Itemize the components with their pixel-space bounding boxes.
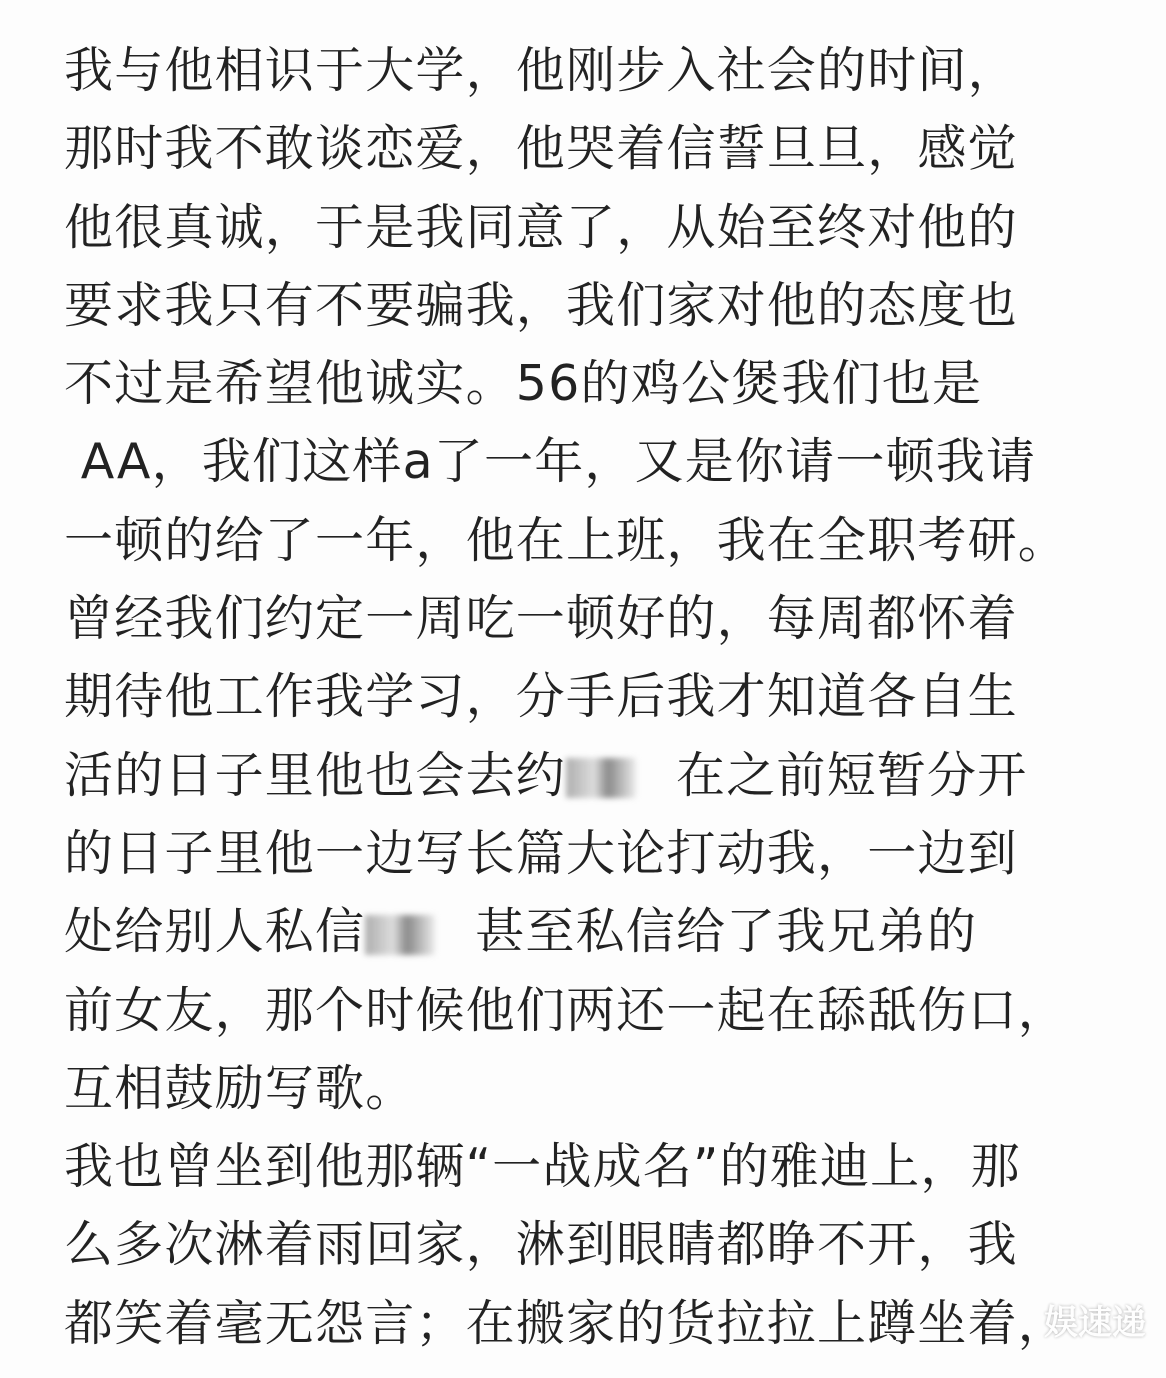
text-line: 不过是希望他诚实。56的鸡公煲我们也是 <box>64 355 983 413</box>
text-line: 那时我不敢谈恋爱，他哭着信誓旦旦，感觉 <box>64 120 1018 178</box>
text-line: AA，我们这样a了一年，又是你请一顿我请 <box>64 433 1037 491</box>
text-line: 都笑着毫无怨言；在搬家的货拉拉上蹲坐着， <box>64 1294 1069 1352</box>
text-line: 前女友，那个时候他们两还一起在舔舐伤口， <box>64 981 1069 1039</box>
text-line: 互相鼓励写歌。 <box>64 1059 416 1117</box>
text-line: 他很真诚，于是我同意了，从始至终对他的 <box>64 198 1018 256</box>
text-line-with-blur <box>64 737 1124 815</box>
watermark-logo: 娱速递 <box>1044 1303 1146 1343</box>
text-segment: 处给别人私信 <box>64 903 366 961</box>
text-segment: 在之前短暂分开 <box>676 746 1028 804</box>
text-line: 一顿的给了一年，他在上班，我在全职考研。 <box>64 511 1069 569</box>
text-line: 我也曾坐到他那辆“一战成名”的雅迪上，那 <box>64 1138 1021 1196</box>
text-line: 期待他工作我学习，分手后我才知道各自生 <box>64 668 1018 726</box>
text-line: 我与他相识于大学，他刚步入社会的时间， <box>64 42 1018 99</box>
text-line: 要求我只有不要骗我，我们家对他的态度也 <box>64 276 1018 334</box>
text-line: 么多次淋着雨回家，淋到眼睛都睁不开，我 <box>64 1216 1018 1274</box>
text-line: 的日子里他一边写长篇大论打动我，一边到 <box>64 824 1018 882</box>
censor-blur <box>365 915 435 955</box>
text-line: 曾经我们约定一周吃一顿好的，每周都怀着 <box>64 590 1018 648</box>
text-line-with-blur <box>64 893 1124 971</box>
censor-blur <box>566 758 636 798</box>
text-segment: 甚至私信给了我兄弟的 <box>475 903 978 961</box>
text-segment: 活的日子里他也会去约 <box>64 746 567 804</box>
post-text <box>64 32 1124 1363</box>
